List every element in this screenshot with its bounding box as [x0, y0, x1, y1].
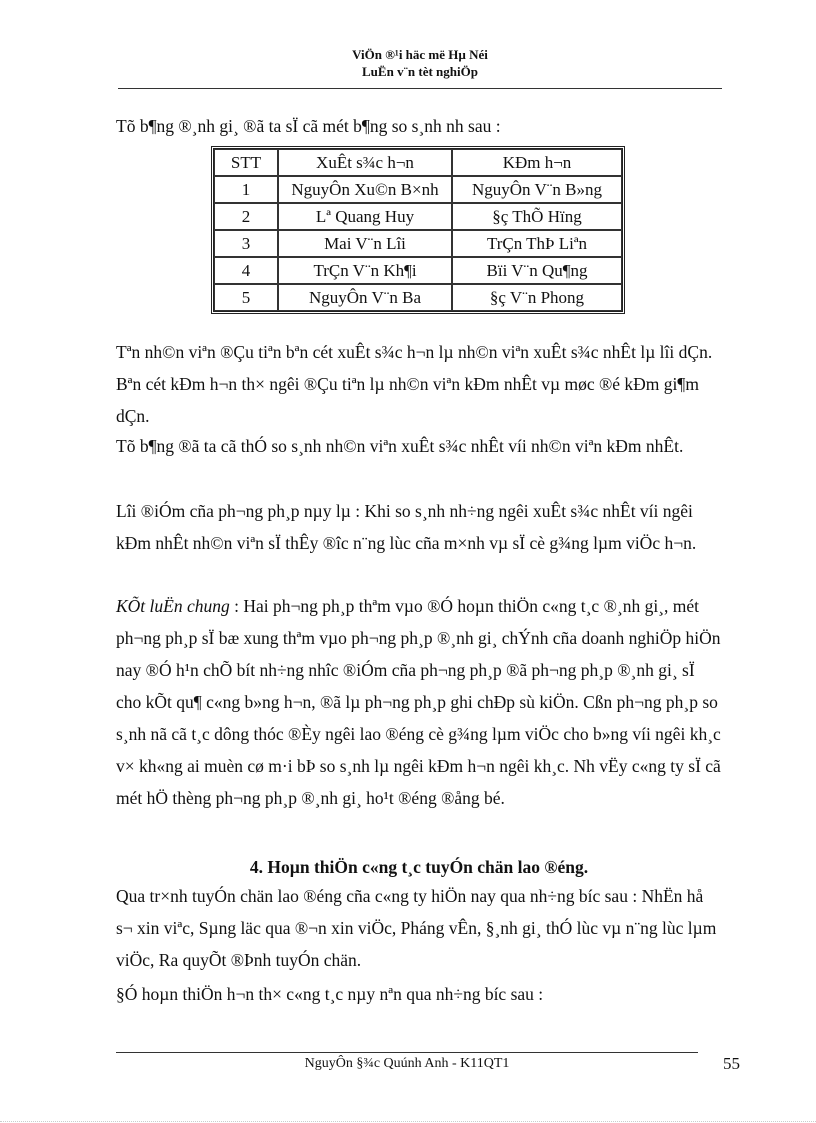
section-heading: 4. Hoµn thiÖn c«ng t¸c tuyÓn chän lao ®éng. — [249, 857, 589, 877]
table-cell: 2 — [214, 203, 278, 230]
table-cell: NguyÔn V¨n Ba — [278, 284, 452, 311]
paragraph: §Ó hoµn thiÖn h¬n th× c«ng t¸c nµy nªn qua nh÷ng bíc sau : — [116, 984, 544, 1004]
paragraph: Tõ b¶ng ®ã ta cã thÓ so s¸nh nh©n viªn xuÊt s¾c nhÊt víi nh©n viªn kÐm nhÊt. — [116, 436, 684, 456]
page-number: 55 — [723, 1054, 740, 1073]
table-cell: §ç V¨n Phong — [452, 284, 622, 311]
table-cell: TrÇn ThÞ Liªn — [452, 230, 622, 257]
table-cell: 1 — [214, 176, 278, 203]
table-header-row — [214, 149, 622, 176]
page-edge — [0, 1121, 816, 1122]
header-thesis-title: LuËn v¨n tèt nghiÖp — [362, 64, 478, 79]
header-rule — [118, 88, 722, 89]
table-cell: Bïi V¨n Qu¶ng — [452, 257, 622, 284]
conclusion-paragraph — [116, 590, 722, 814]
conclusion-lead: KÕt luËn chung — [116, 596, 230, 616]
table-cell: §ç ThÕ Hïng — [452, 203, 622, 230]
table-header-cell: XuÊt s¾c h¬n — [278, 149, 452, 176]
comparison-table — [211, 146, 625, 314]
table-header-cell: STT — [214, 149, 278, 176]
header-institute: ViÖn ®¹i häc më Hµ Néi — [352, 47, 488, 62]
running-header — [118, 46, 722, 80]
footer-author: NguyÔn §¾c Quúnh Anh - K11QT1 — [304, 1056, 510, 1071]
paragraph: Lîi ®iÓm cña ph¬ng ph¸p nµy lµ : Khi so s¸nh nh÷ng ngêi xuÊt s¾c nhÊt víi ngêi kÐm nhÊt nh©n viªn sÏ thÊy ®îc n¨ng lùc cña m×nh vµ sÏ cè g¾ng lµm viÖc h¬n. — [116, 501, 697, 553]
table-row — [214, 257, 622, 284]
conclusion-body: : Hai ph¬ng ph¸p thªm vµo ®Ó hoµn thiÖn c«ng t¸c ®¸nh gi¸, mét ph¬ng ph¸p sÏ bæ xung thªm vµo ph¬ng ph¸p ®¸nh gi¸ chÝnh cña doanh nghiÖp hiÖn nay ®Ó h¹n chÕ bít nh÷ng nhîc ®iÓm cña ph¬ng ph¸p ®ã ph¬ng ph¸p ®¸nh gi¸ sÏ cho kÕt qu¶ c«ng b»ng h¬n, ®ã lµ ph¬ng ph¸p ghi chÐp sù kiÖn. Cßn ph¬ng ph¸p so s¸nh nã cã t¸c dông thóc ®Èy ngêi lao ®éng cè g¾ng lµm viÖc cho b»ng víi ngêi kh¸c v× kh«ng ai muèn cø m·i bÞ so s¸nh lµ ngêi kÐm h¬n ngêi kh¸c. Nh vËy c«ng ty sÏ cã mét hÖ thèng ph¬ng ph¸p ®¸nh gi¸ ho¹t ®éng ®ång bé. — [116, 596, 721, 808]
table-cell: 3 — [214, 230, 278, 257]
table-cell: Lª Quang Huy — [278, 203, 452, 230]
footer-rule — [116, 1052, 698, 1053]
table-row — [214, 284, 622, 311]
table-cell: 4 — [214, 257, 278, 284]
table-header-cell: KÐm h¬n — [452, 149, 622, 176]
table-row — [214, 176, 622, 203]
table-cell: TrÇn V¨n Kh¶i — [278, 257, 452, 284]
table-cell: 5 — [214, 284, 278, 311]
intro-sentence: Tõ b¶ng ®¸nh gi¸ ®ã ta sÏ cã mét b¶ng so s¸nh nh sau : — [116, 116, 501, 136]
table-cell: Mai V¨n Lîi — [278, 230, 452, 257]
table-cell: NguyÔn V¨n B»ng — [452, 176, 622, 203]
table-row — [214, 230, 622, 257]
paragraph: Qua tr×nh tuyÓn chän lao ®éng cña c«ng ty hiÖn nay qua nh÷ng bíc sau : NhËn hå s¬ xin viªc, Sµng läc qua ®¬n xin viÖc, Pháng vÊn, §¸nh gi¸ thÓ lùc vµ n¨ng lùc lµm viÖc, Ra quyÕt ®Þnh tuyÓn chän. — [116, 886, 717, 970]
paragraph: Tªn nh©n viªn ®Çu tiªn bªn cét xuÊt s¾c h¬n lµ nh©n viªn xuÊt s¾c nhÊt lµ lîi dÇn. Bªn cét kÐm h¬n th× ngêi ®Çu tiªn lµ nh©n viªn kÐm nhÊt vµ møc ®é kÐm gi¶m dÇn. — [116, 342, 713, 426]
table-row — [214, 203, 622, 230]
table-cell: NguyÔn Xu©n B×nh — [278, 176, 452, 203]
